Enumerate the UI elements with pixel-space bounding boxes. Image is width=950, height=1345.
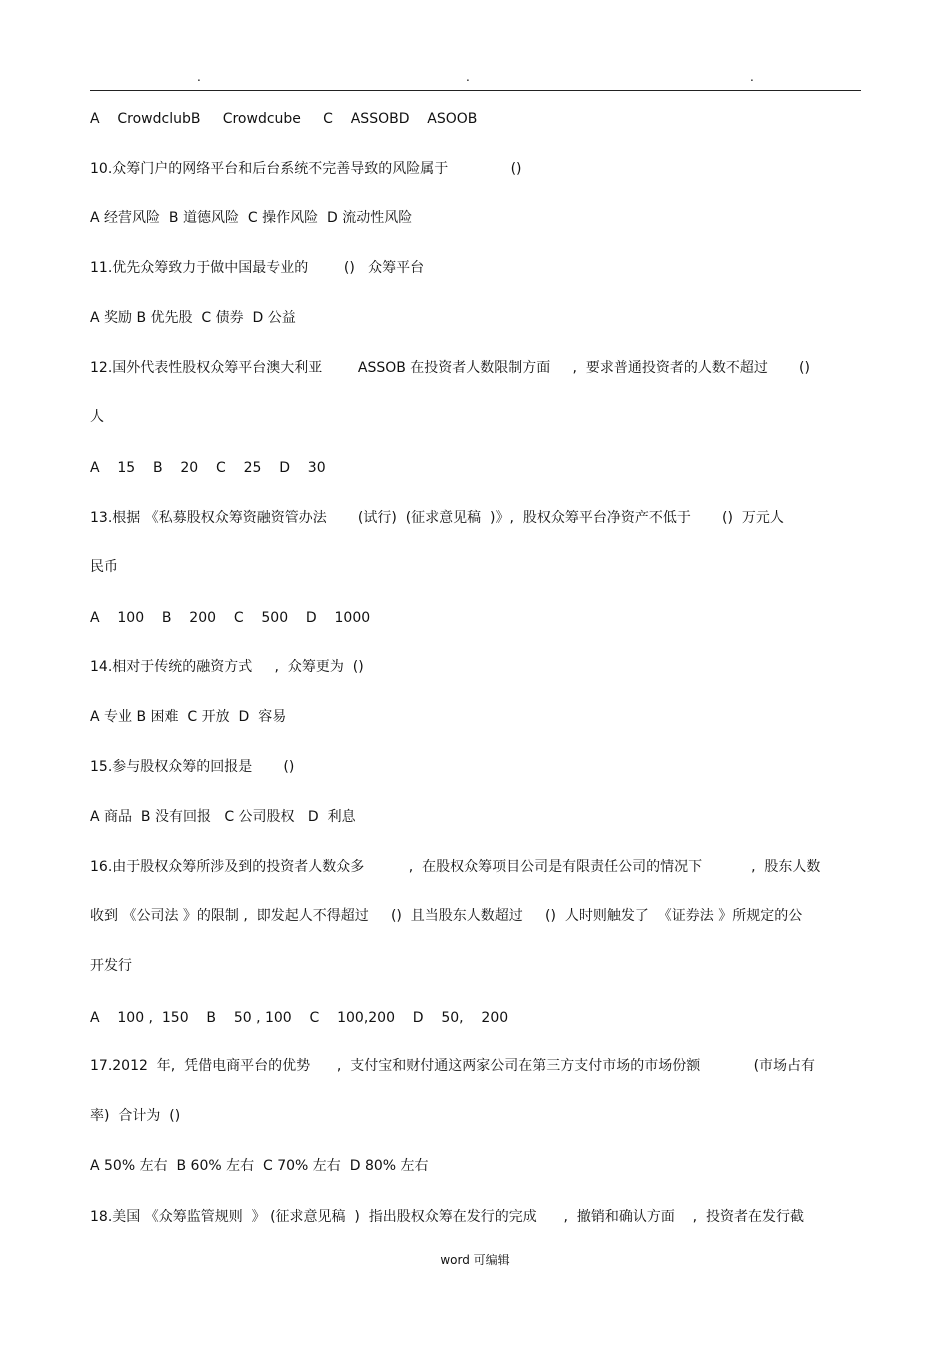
header-rule bbox=[90, 90, 861, 91]
question-16: 16.由于股权众筹所涉及到的投资者人数众多 , 在股权众筹项目公司是有限责任公司的情况下 , 股东人数 bbox=[90, 859, 821, 875]
answer-options-13: A 100 B 200 C 500 D 1000 bbox=[90, 610, 371, 626]
answer-options-11: A 奖励 B 优先股 C 债券 D 公益 bbox=[90, 310, 296, 326]
answer-options-17: A 50% 左右 B 60% 左右 C 70% 左右 D 80% 左右 bbox=[90, 1158, 429, 1174]
question-18: 18.美国 《众筹监管规则 》 (征求意见稿 ) 指出股权众筹在发行的完成 , 撤销和确认方面 , 投资者在发行截 bbox=[90, 1209, 804, 1225]
question-12-cont: 人 bbox=[90, 409, 104, 425]
question-16-cont-2: 开发行 bbox=[90, 958, 132, 974]
question-17: 17.2012 年, 凭借电商平台的优势 , 支付宝和财付通这两家公司在第三方支付市场的市场份额 (市场占有 bbox=[90, 1058, 816, 1074]
header-dot: . bbox=[466, 70, 470, 84]
header-dot: . bbox=[750, 70, 754, 84]
header-dots bbox=[0, 70, 950, 86]
answer-options-9: A CrowdclubB Crowdcube C ASSOBD ASOOB bbox=[90, 111, 478, 127]
question-10: 10.众筹门户的网络平台和后台系统不完善导致的风险属于 () bbox=[90, 161, 522, 177]
answer-options-10: A 经营风险 B 道德风险 C 操作风险 D 流动性风险 bbox=[90, 210, 413, 226]
answer-options-12: A 15 B 20 C 25 D 30 bbox=[90, 460, 326, 476]
header-dot: . bbox=[197, 70, 201, 84]
answer-options-16: A 100 , 150 B 50 , 100 C 100,200 D 50, 200 bbox=[90, 1010, 509, 1026]
question-11: 11.优先众筹致力于做中国最专业的 () 众筹平台 bbox=[90, 260, 425, 276]
question-13-cont: 民币 bbox=[90, 559, 118, 575]
question-17-cont: 率) 合计为 () bbox=[90, 1108, 181, 1124]
page-footer: word 可编辑 bbox=[440, 1253, 510, 1267]
question-12: 12.国外代表性股权众筹平台澳大利亚 ASSOB 在投资者人数限制方面 , 要求普通投资者的人数不超过 () bbox=[90, 360, 810, 376]
question-14: 14.相对于传统的融资方式 , 众筹更为 () bbox=[90, 659, 364, 675]
question-16-cont: 收到 《公司法 》的限制 , 即发起人不得超过 () 且当股东人数超过 () 人时则触发了 《证券法 》所规定的公 bbox=[90, 908, 803, 924]
answer-options-14: A 专业 B 困难 C 开放 D 容易 bbox=[90, 709, 287, 725]
question-15: 15.参与股权众筹的回报是 () bbox=[90, 759, 295, 775]
question-13: 13.根据 《私募股权众筹资融资管办法 (试行) (征求意见稿 )》, 股权众筹平台净资产不低于 () 万元人 bbox=[90, 510, 784, 526]
answer-options-15: A 商品 B 没有回报 C 公司股权 D 利息 bbox=[90, 809, 356, 825]
